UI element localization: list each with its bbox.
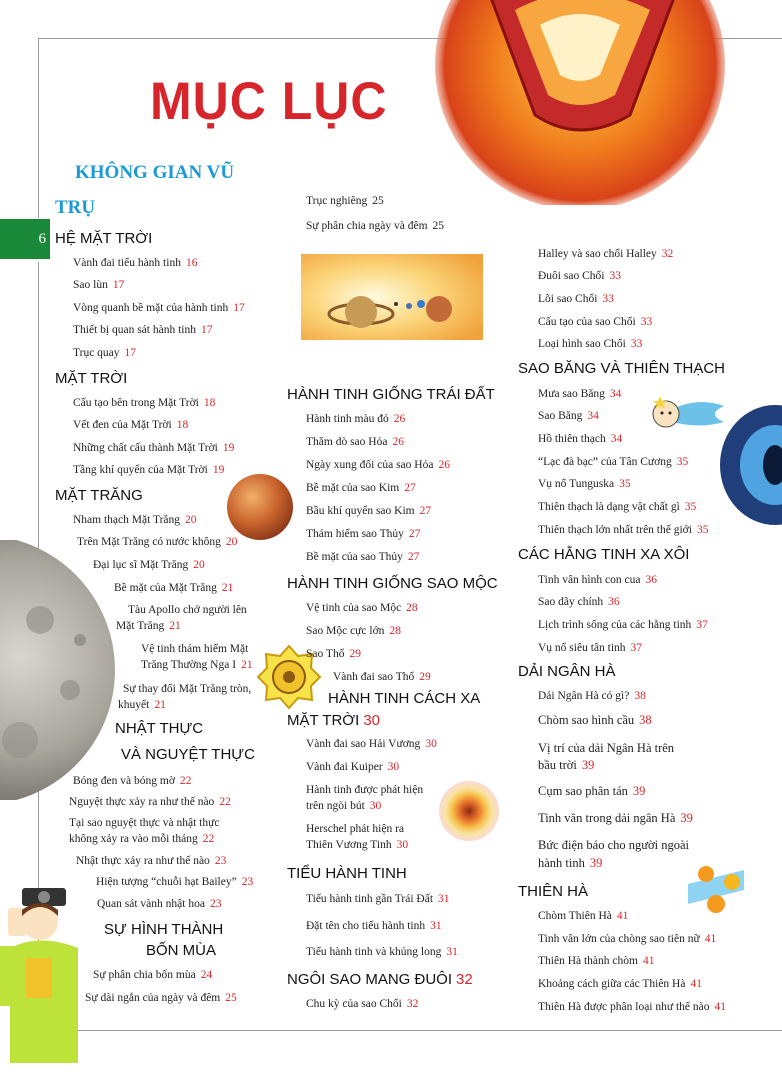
toc-entry[interactable]: Ngày xung đối của sao Hỏa 26	[306, 459, 450, 471]
stars-galaxy-icon	[686, 862, 746, 922]
toc-entry[interactable]: Mưa sao Băng 34	[538, 388, 622, 400]
toc-entry[interactable]: Vành đai sao Thổ 29	[333, 671, 431, 683]
toc-entry[interactable]: Sao Mộc cực lớn 28	[306, 625, 401, 637]
toc-entry[interactable]: Tàu Apollo chở người lên	[128, 604, 247, 616]
toc-entry-continued[interactable]: khuyết 21	[118, 699, 166, 711]
toc-entry-continued[interactable]: Thiên Vương Tinh 30	[306, 839, 409, 851]
toc-entry[interactable]: Bề mặt của sao Thủy 27	[306, 551, 420, 563]
toc-entry[interactable]: Vị trí của dải Ngân Hà trên	[538, 741, 675, 755]
toc-entry[interactable]: Chòm Thiên Hà 41	[538, 910, 629, 922]
toc-entry[interactable]: Cụm sao phân tán 39	[538, 784, 646, 798]
toc-entry[interactable]: Nham thạch Mặt Trăng 20	[73, 514, 197, 526]
toc-entry[interactable]: Tại sao nguyệt thực và nhật thực	[69, 817, 220, 829]
toc-entry[interactable]: Tiểu hành tinh và khủng long 31	[306, 946, 458, 958]
toc-entry[interactable]: Cấu tạo bên trong Mặt Trời 18	[73, 397, 216, 409]
toc-entry[interactable]: Halley và sao chổi Halley 32	[538, 248, 674, 260]
toc-entry[interactable]: Đại lục sĩ Mặt Trăng 20	[93, 559, 205, 571]
toc-entry[interactable]: Vành đai sao Hải Vương 30	[306, 738, 437, 750]
section-su-hinh-thanh[interactable]: SỰ HÌNH THÀNH	[104, 921, 224, 938]
section-bon-mua[interactable]: BỐN MÙA	[146, 942, 217, 959]
toc-entry[interactable]: Dải Ngân Hà có gì? 38	[538, 690, 646, 702]
toc-entry[interactable]: Vụ nổ Tunguska 35	[538, 478, 631, 490]
toc-entry[interactable]: Đặt tên cho tiểu hành tinh 31	[306, 920, 442, 932]
toc-entry[interactable]: Nhật thực xảy ra như thế nào 23	[76, 855, 227, 867]
toc-entry-continued[interactable]: bầu trời 39	[538, 758, 595, 772]
toc-entry[interactable]: Chu kỳ của sao Chổi 32	[306, 998, 419, 1010]
toc-entry[interactable]: Tinh vân trong dải ngân Hà 39	[538, 811, 693, 825]
section-hang-tinh[interactable]: CÁC HẰNG TINH XA XÔI	[518, 546, 690, 563]
section-tieu-hanh-tinh[interactable]: TIỂU HÀNH TINH	[287, 865, 407, 882]
toc-entry[interactable]: Thám hiểm sao Thủy 27	[306, 528, 421, 540]
toc-entry[interactable]: Trên Mặt Trăng có nước không 20	[77, 536, 238, 548]
toc-entry[interactable]: Hành tinh màu đỏ 26	[306, 413, 406, 425]
toc-entry[interactable]: Tiểu hành tinh gần Trái Đất 31	[306, 893, 450, 905]
moon-illustration	[0, 540, 115, 800]
toc-entry[interactable]: Vụ nổ siêu tân tinh 37	[538, 642, 643, 654]
section-mat-trang[interactable]: MẶT TRĂNG	[55, 487, 143, 504]
toc-entry[interactable]: Tầng khí quyển của Mặt Trời 19	[73, 464, 225, 476]
toc-entry[interactable]: Sao dãy chính 36	[538, 596, 620, 608]
toc-entry[interactable]: Thăm dò sao Hỏa 26	[306, 436, 404, 448]
toc-entry[interactable]: Sự phân chia bốn mùa 24	[93, 969, 213, 981]
section-nhat-thuc[interactable]: NHẬT THỰC	[115, 720, 204, 737]
toc-entry-continued[interactable]: không xảy ra vào mỗi tháng 22	[69, 833, 215, 845]
toc-entry[interactable]: Chòm sao hình cầu 38	[538, 713, 652, 727]
page-title: MỤC LỤC	[150, 71, 388, 131]
toc-entry[interactable]: Lịch trình sống của các hằng tinh 37	[538, 619, 708, 631]
toc-entry[interactable]: Cấu tạo của sao Chổi 33	[538, 316, 653, 328]
toc-entry[interactable]: Hiện tượng “chuỗi hạt Bailey” 23	[96, 876, 254, 888]
section-ngan-ha[interactable]: DẢI NGÂN HÀ	[518, 663, 616, 680]
toc-entry[interactable]: Sao Băng 34	[538, 410, 599, 422]
toc-entry[interactable]: Thiên Hà được phân loại như thế nào 41	[538, 1001, 727, 1013]
toc-entry-continued[interactable]: trên ngòi bút 30	[306, 800, 382, 812]
sun-cutaway-illustration	[430, 0, 730, 205]
toc-entry[interactable]: Thiết bị quan sát hành tinh 17	[73, 324, 213, 336]
toc-entry[interactable]: Bề mặt của Mặt Trăng 21	[114, 582, 234, 594]
toc-entry[interactable]: Vòng quanh bề mặt của hành tinh 17	[73, 302, 245, 314]
section-mat-troi[interactable]: MẶT TRỜI	[55, 370, 128, 387]
toc-entry[interactable]: Bề mặt của sao Kim 27	[306, 482, 416, 494]
mars-planet-illustration	[227, 474, 293, 540]
toc-entry[interactable]: Vành đai Kuiper 30	[306, 761, 400, 773]
frame-left-line	[38, 38, 39, 218]
section-cach-xa-line2[interactable]: MẶT TRỜI 30	[287, 712, 380, 729]
toc-entry[interactable]: Bầu khí quyển sao Kim 27	[306, 505, 432, 517]
glowing-planet-illustration	[439, 781, 499, 841]
toc-entry[interactable]: Quan sát vành nhật hoa 23	[97, 898, 222, 910]
child-with-camera-illustration	[0, 888, 85, 1063]
comet-character-icon	[646, 392, 726, 434]
section-he-mat-troi[interactable]: HỆ MẶT TRỜI	[55, 230, 153, 247]
toc-entry[interactable]: Sao lùn 17	[73, 279, 125, 291]
toc-entry[interactable]: Đuôi sao Chổi 33	[538, 270, 621, 282]
section-sao-moc[interactable]: HÀNH TINH GIỐNG SAO MỘC	[287, 575, 498, 592]
toc-entry[interactable]: Nguyệt thực xảy ra như thế nào 22	[69, 796, 231, 808]
page-number-tab	[0, 219, 50, 259]
toc-entry[interactable]: Trục quay 17	[73, 347, 137, 359]
category-title-line2: TRỤ	[55, 197, 96, 218]
toc-entry[interactable]: Sự thay đổi Mặt Trăng tròn,	[123, 683, 252, 695]
toc-entry[interactable]: “Lạc đà bạc” của Tân Cương 35	[538, 456, 689, 468]
toc-entry[interactable]: Bức điện báo cho người ngoài	[538, 838, 690, 852]
section-cach-xa-line1[interactable]: HÀNH TINH CÁCH XA	[328, 690, 481, 707]
section-sao-choi[interactable]: NGÔI SAO MANG ĐUÔI 32	[287, 971, 473, 988]
toc-entry-continued[interactable]: Mặt Trăng 21	[116, 620, 181, 632]
toc-entry[interactable]: Vệ tinh của sao Mộc 28	[306, 602, 418, 614]
toc-entry[interactable]: Khoảng cách giữa các Thiên Hà 41	[538, 978, 702, 990]
toc-entry-continued[interactable]: hành tinh 39	[538, 856, 603, 870]
toc-entry[interactable]: Thiên thạch lớn nhất trên thế giới 35	[538, 524, 709, 536]
section-trai-dat[interactable]: HÀNH TINH GIỐNG TRÁI ĐẤT	[287, 386, 495, 403]
toc-entry[interactable]: Thiên Hà thành chòm 41	[538, 955, 655, 967]
toc-entry[interactable]: Tinh vân lớn của chòng sao tiên nữ 41	[538, 933, 717, 945]
frame-bottom-line	[38, 1030, 782, 1031]
toc-entry[interactable]: Loại hình sao Chổi 33	[538, 338, 643, 350]
toc-entry[interactable]: Sao Thổ 29	[306, 648, 361, 660]
toc-entry[interactable]: Những chất cấu thành Mặt Trời 19	[73, 442, 235, 454]
toc-entry[interactable]: Sự dài ngắn của ngày và đêm 25	[85, 992, 237, 1004]
toc-entry[interactable]: Tinh vân hình con cua 36	[538, 574, 657, 586]
toc-entry[interactable]: Vệ tinh thám hiểm Mặt	[141, 643, 249, 655]
toc-entry[interactable]: Herschel phát hiện ra	[306, 823, 405, 835]
toc-entry-continued[interactable]: Trăng Thường Nga I 21	[141, 659, 253, 671]
section-thien-ha[interactable]: THIÊN HÀ	[518, 883, 589, 900]
toc-entry[interactable]: Sự phân chia ngày và đêm 25	[306, 220, 445, 232]
toc-entry[interactable]: Vết đen của Mặt Trời 18	[73, 419, 189, 431]
toc-entry[interactable]: Bóng đen và bóng mờ 22	[73, 775, 192, 787]
toc-entry[interactable]: Hồ thiên thạch 34	[538, 433, 623, 445]
toc-entry[interactable]: Thiên thạch là dạng vật chất gì 35	[538, 501, 697, 513]
saturn-space-illustration	[301, 254, 483, 340]
toc-entry[interactable]: Trục nghiêng 25	[306, 195, 384, 207]
toc-entry[interactable]: Lõi sao Chổi 33	[538, 293, 614, 305]
section-nguyet-thuc[interactable]: VÀ NGUYỆT THỰC	[121, 746, 255, 763]
page-number: 6	[38, 230, 46, 247]
category-title-line1: KHÔNG GIAN VŨ	[75, 162, 235, 183]
toc-entry[interactable]: Hành tinh được phát hiện	[306, 784, 424, 796]
toc-entry[interactable]: Vành đai tiểu hành tinh 16	[73, 257, 198, 269]
section-thien-thach[interactable]: SAO BĂNG VÀ THIÊN THẠCH	[518, 360, 725, 377]
